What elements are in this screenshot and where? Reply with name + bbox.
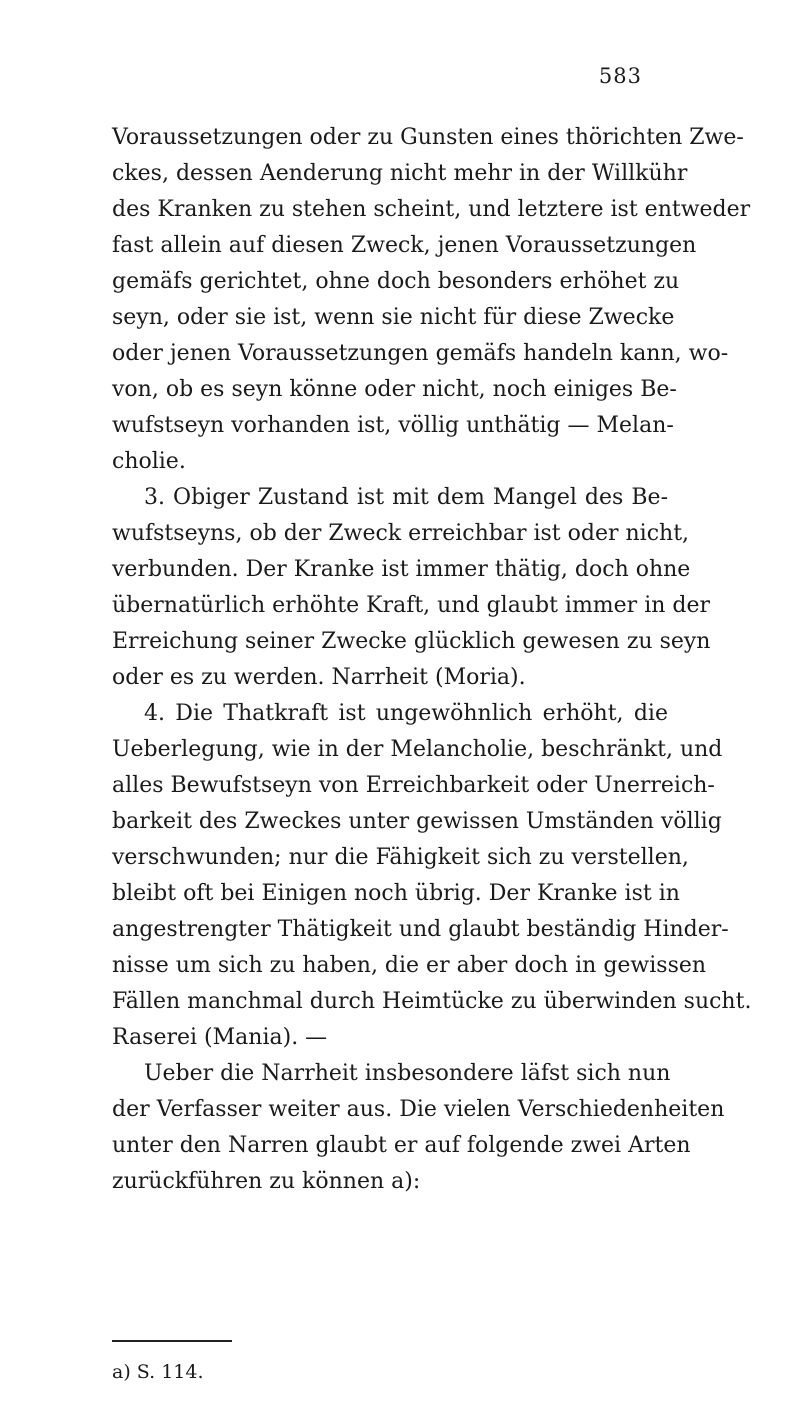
footnote: a) S. 114. — [112, 1361, 204, 1383]
text-line: Ueber die Narrheit insbesondere läfst sich nun — [144, 1061, 671, 1086]
text-line: alles Bewufstseyn von Erreichbarkeit oder Unerreich- — [112, 773, 715, 798]
body-text — [112, 120, 752, 1200]
text-line: übernatürlich erhöhte Kraft, und glaubt immer in der — [112, 593, 711, 618]
text-line: des Kranken zu stehen scheint, und letztere ist entweder — [112, 197, 751, 222]
text-line: 4. Die Thatkraft ist ungewöhnlich erhöht, die — [144, 701, 668, 726]
text-line: Ueberlegung, wie in der Melancholie, beschränkt, und — [112, 737, 723, 762]
text-line: wufstseyns, ob der Zweck erreichbar ist oder nicht, — [112, 521, 690, 546]
text-line: Voraussetzungen oder zu Gunsten eines thörichten Zwe- — [112, 125, 744, 150]
text-line: der Verfasser weiter aus. Die vielen Verschiedenheiten — [112, 1097, 725, 1122]
text-line: verbunden. Der Kranke ist immer thätig, doch ohne — [112, 557, 691, 582]
text-line: von, ob es seyn könne oder nicht, noch einiges Be- — [112, 377, 677, 402]
text-line: unter den Narren glaubt er auf folgende zwei Arten — [112, 1133, 691, 1158]
text-line: fast allein auf diesen Zweck, jenen Voraussetzungen — [112, 233, 697, 258]
page-number: 583 — [598, 64, 642, 88]
text-line: 3. Obiger Zustand ist mit dem Mangel des Be- — [144, 485, 668, 510]
text-line: barkeit des Zweckes unter gewissen Umständen völlig — [112, 809, 722, 834]
text-line: Raserei (Mania). — — [112, 1025, 328, 1050]
text-line: seyn, oder sie ist, wenn sie nicht für diese Zwecke — [112, 305, 675, 330]
text-line: oder jenen Voraussetzungen gemäfs handeln kann, wo- — [112, 341, 729, 366]
text-line: cholie. — [112, 449, 186, 474]
text-line: wufstseyn vorhanden ist, völlig unthätig — Melan- — [112, 413, 674, 438]
text-line: verschwunden; nur die Fähigkeit sich zu verstellen, — [112, 845, 689, 870]
text-line: bleibt oft bei Einigen noch übrig. Der Kranke ist in — [112, 881, 680, 906]
text-line: zurückführen zu können a): — [112, 1169, 421, 1194]
text-line: nisse um sich zu haben, die er aber doch in gewissen — [112, 953, 707, 978]
footnote-divider — [112, 1340, 232, 1342]
text-line: oder es zu werden. Narrheit (Moria). — [112, 665, 526, 690]
text-line: ckes, dessen Aenderung nicht mehr in der Willkühr — [112, 161, 688, 186]
text-line: angestrengter Thätigkeit und glaubt beständig Hinder- — [112, 917, 729, 942]
text-line: gemäfs gerichtet, ohne doch besonders erhöhet zu — [112, 269, 680, 294]
text-line: Erreichung seiner Zwecke glücklich gewesen zu seyn — [112, 629, 711, 654]
text-line: Fällen manchmal durch Heimtücke zu überwinden sucht. — [112, 989, 752, 1014]
